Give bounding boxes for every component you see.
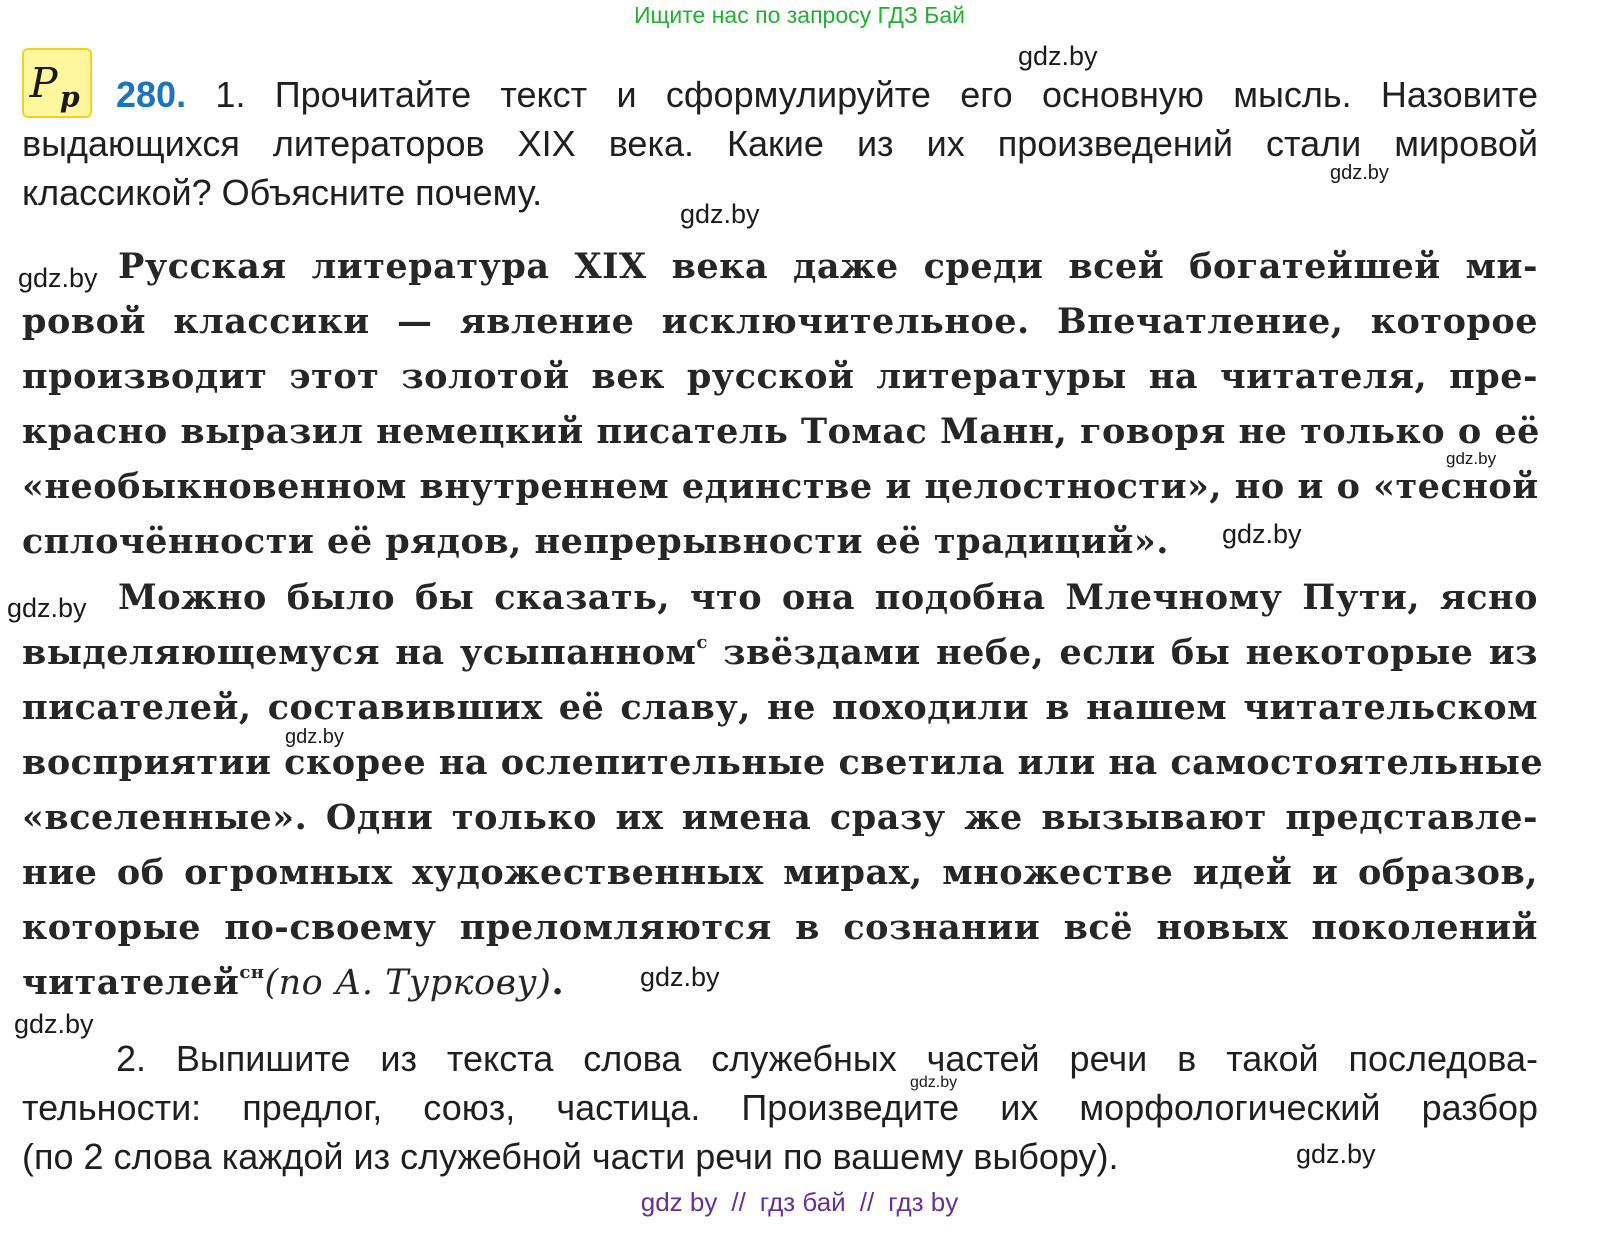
text-line: «необыкновенном внутреннем единстве и целостности», но и о «тесной	[22, 466, 1539, 507]
exercise-number: 280.	[116, 74, 187, 115]
text-line: красно выразил немецкий писатель Томас Манн, говоря не только о её	[22, 411, 1540, 452]
task1-line-2: выдающихся литераторов XIX века. Какие из их произведений стали мировой	[22, 123, 1538, 164]
text-line: писателей, составивших её славу, не походили в нашем читательском	[22, 687, 1538, 728]
watermark: gdz.by	[18, 263, 98, 293]
footer-separator: //	[731, 1187, 746, 1217]
rhetoric-icon	[22, 48, 92, 118]
task1-line-3: классикой? Объясните почему.	[22, 172, 543, 213]
svg-text:Р: Р	[29, 58, 58, 108]
source-author: (по А. Туркову)	[264, 963, 552, 1003]
watermark: gdz.by	[1446, 449, 1497, 468]
text-line: ровой классики — явление исключительное. Впечатление, которое	[22, 301, 1538, 342]
task2-line-2: тельности: предлог, союз, частица. Произведите их морфологический разбор	[22, 1087, 1538, 1128]
watermark: gdz.by	[1018, 41, 1098, 71]
watermark: gdz.by	[640, 962, 720, 992]
watermark: gdz.by	[910, 1074, 958, 1091]
text-line: Можно было бы сказать, что она подобна Млечному Пути, ясно	[118, 577, 1538, 618]
footer-link-gdz-by-ru[interactable]: гдз by	[888, 1187, 959, 1217]
watermark: gdz.by	[1296, 1139, 1376, 1169]
footer-link-gdz-bai[interactable]: гдз бай	[759, 1187, 846, 1217]
watermark: gdz.by	[1222, 519, 1302, 549]
watermark: gdz.by	[14, 1009, 94, 1039]
text-line: Русская литература XIX века даже среди всей богатейшей ми-	[118, 246, 1538, 287]
task2-line-1: 2. Выпишите из текста слова служебных частей речи в такой последова-	[116, 1038, 1538, 1079]
watermark: gdz.by	[1330, 162, 1389, 184]
text-line: ние об огромных художественных мирах, множестве идей и образов,	[22, 852, 1538, 893]
text-line: «вселенные». Одни только их имена сразу же вызывают представле-	[22, 797, 1538, 838]
watermark: gdz.by	[7, 593, 87, 623]
task1-line-1: 280. 1. Прочитайте текст и сформулируйте его основную мысль. Назовите	[116, 74, 1538, 115]
text-line: восприятии скорее на ослепительные светила или на самостоятельные	[22, 742, 1544, 783]
task2-line-3: (по 2 слова каждой из служебной части речи по вашему выбору).	[22, 1136, 1119, 1177]
text-line: выделяющемуся на усыпанном$^с$ звёздами небе, если бы некоторые из	[22, 632, 1538, 673]
top-banner: Ищите нас по запросу ГДЗ Бай	[633, 2, 966, 28]
watermark: gdz.by	[680, 199, 760, 229]
footnote-mark: сн	[239, 962, 265, 983]
text-line: читателей$^{сн}$(по А. Туркову).	[22, 962, 565, 1003]
text-line: производит этот золотой век русской литературы на читателя, пре-	[22, 356, 1538, 397]
svg-text:р: р	[59, 79, 80, 114]
text-line: сплочённости её рядов, непрерывности её традиций».	[22, 521, 1169, 562]
footer-separator: //	[859, 1187, 875, 1217]
watermark: gdz.by	[285, 726, 344, 748]
text-line: которые по-своему преломляются в сознании всё новых поколений	[22, 907, 1538, 948]
footnote-mark: с	[696, 632, 708, 653]
footer	[0, 1187, 1599, 1218]
footer-link-gdz-by[interactable]: gdz by	[640, 1187, 718, 1217]
